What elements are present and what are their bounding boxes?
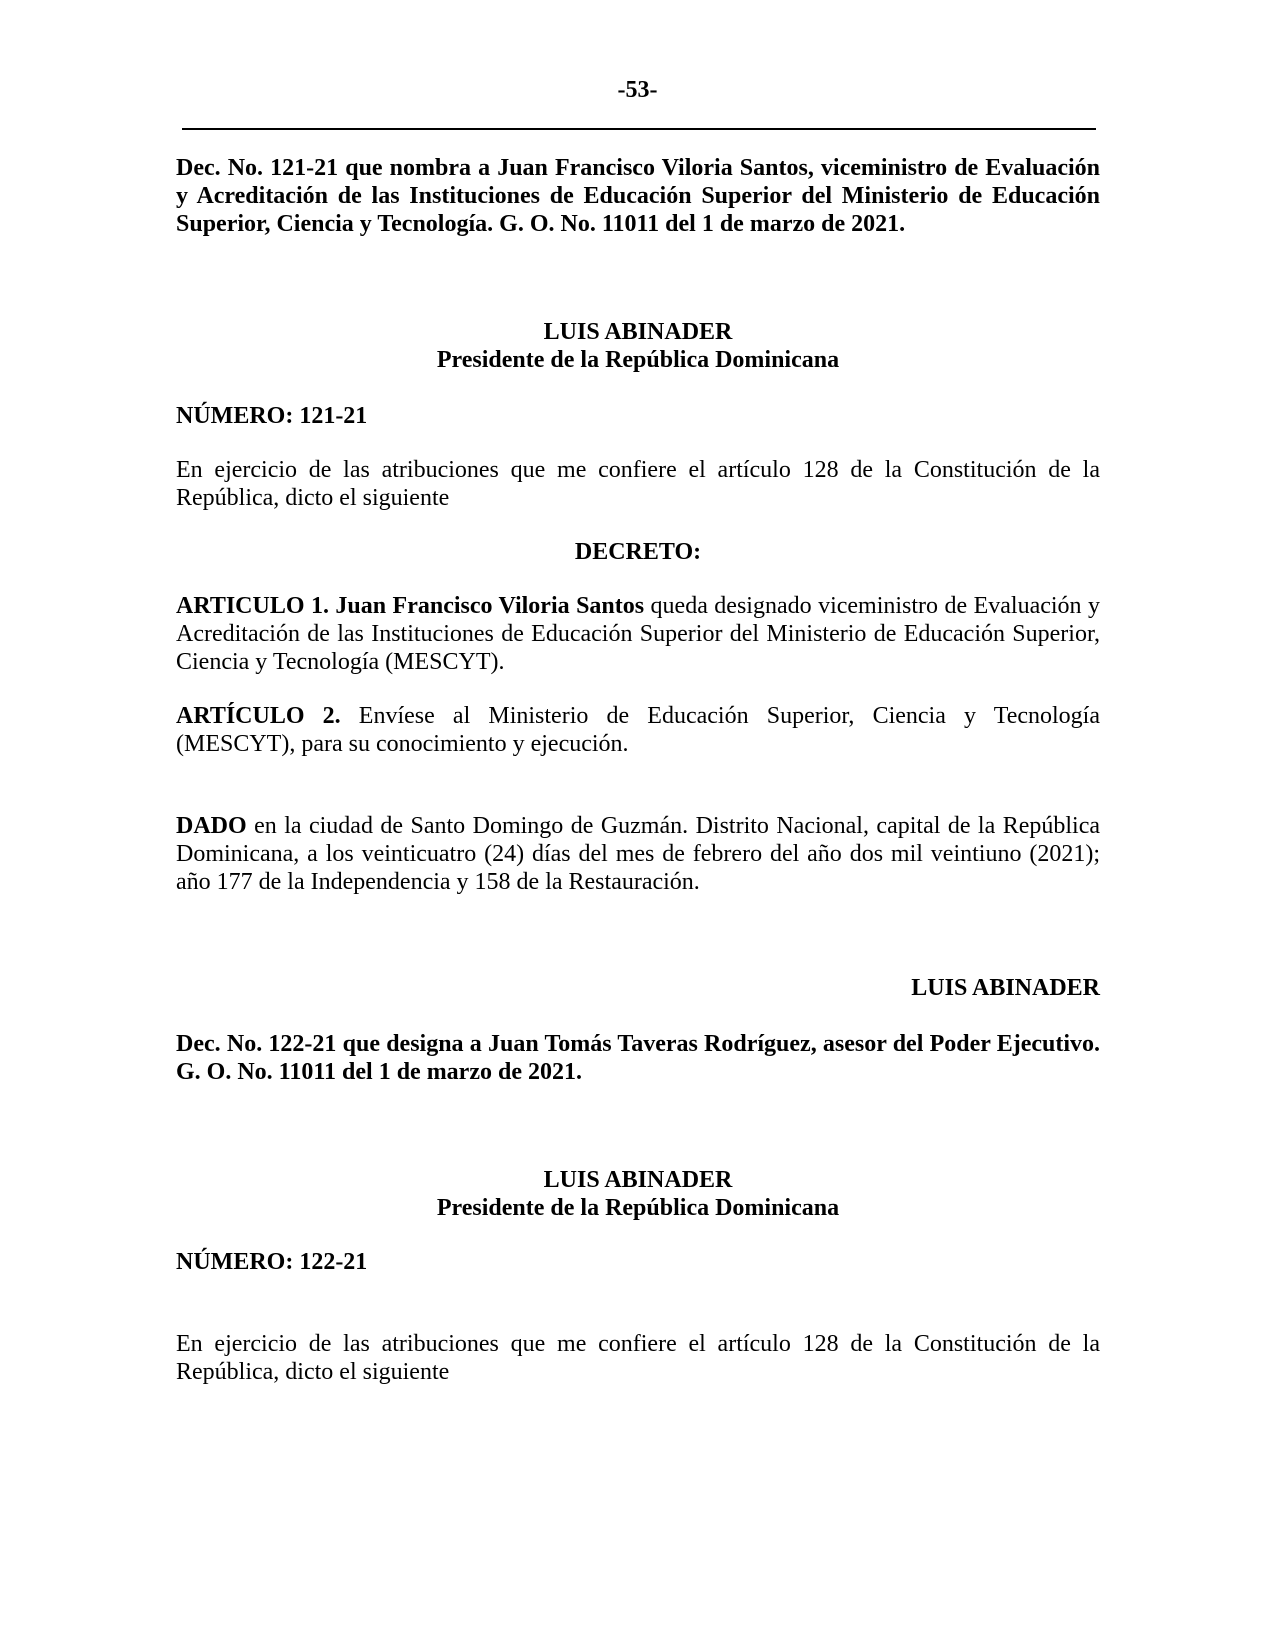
decree-121-dado [176,812,1100,896]
decree-121-president-title: Presidente de la República Dominicana [436,347,840,373]
decree-121-heading: Dec. No. 121-21 que nombra a Juan Francisco Viloria Santos, viceministro de Evaluación y Acreditación de las Instituciones de Educación Superior del Ministerio de Educación Superior, Ciencia y Tecnología. G. O. No. 11011 del 1 de marzo de 2021. [176,155,1100,237]
dado-text: en la ciudad de Santo Domingo de Guzmán. Distrito Nacional, capital de la República Dominicana, a los veinticuatro (24) días del mes de febrero del año dos mil veintiuno (2021); año 177 de la Independencia y 158 de la Restauración. [176,813,1100,895]
decree-122-number: NÚMERO: 122-21 [176,1249,368,1275]
article-1-lead: ARTICULO 1. Juan Francisco Viloria Santos [176,593,645,619]
article-2-lead: ARTÍCULO 2. [176,703,341,729]
decree-122-heading: Dec. No. 122-21 que designa a Juan Tomás Taveras Rodríguez, asesor del Poder Ejecutivo. G. O. No. 11011 del 1 de marzo de 2021. [176,1031,1100,1085]
decree-121-number: NÚMERO: 121-21 [176,403,368,429]
article-1-text: queda designado viceministro de Evaluación y Acreditación de las Instituciones de Educación Superior del Ministerio de Educación Superior, Ciencia y Tecnología (MESCYT). [176,593,1100,675]
dado-lead: DADO [176,813,247,839]
decree-121-preamble: En ejercicio de las atribuciones que me confiere el artículo 128 de la Constitución de la República, dicto el siguiente [176,457,1100,511]
header-rule [182,128,1096,130]
decree-121-decreto-label: DECRETO: [574,539,702,565]
decree-121-article-2 [176,702,1100,758]
decree-121-president-name: LUIS ABINADER [543,319,733,345]
decree-121-signature: LUIS ABINADER [911,975,1100,1001]
page-number: -53- [617,77,658,103]
decree-122-president-title: Presidente de la República Dominicana [436,1195,840,1221]
decree-121-article-1 [176,592,1100,676]
decree-122-preamble: En ejercicio de las atribuciones que me confiere el artículo 128 de la Constitución de la República, dicto el siguiente [176,1331,1100,1385]
decree-122-president-name: LUIS ABINADER [543,1167,733,1193]
article-2-text: Envíese al Ministerio de Educación Superior, Ciencia y Tecnología (MESCYT), para su conocimiento y ejecución. [176,703,1100,757]
